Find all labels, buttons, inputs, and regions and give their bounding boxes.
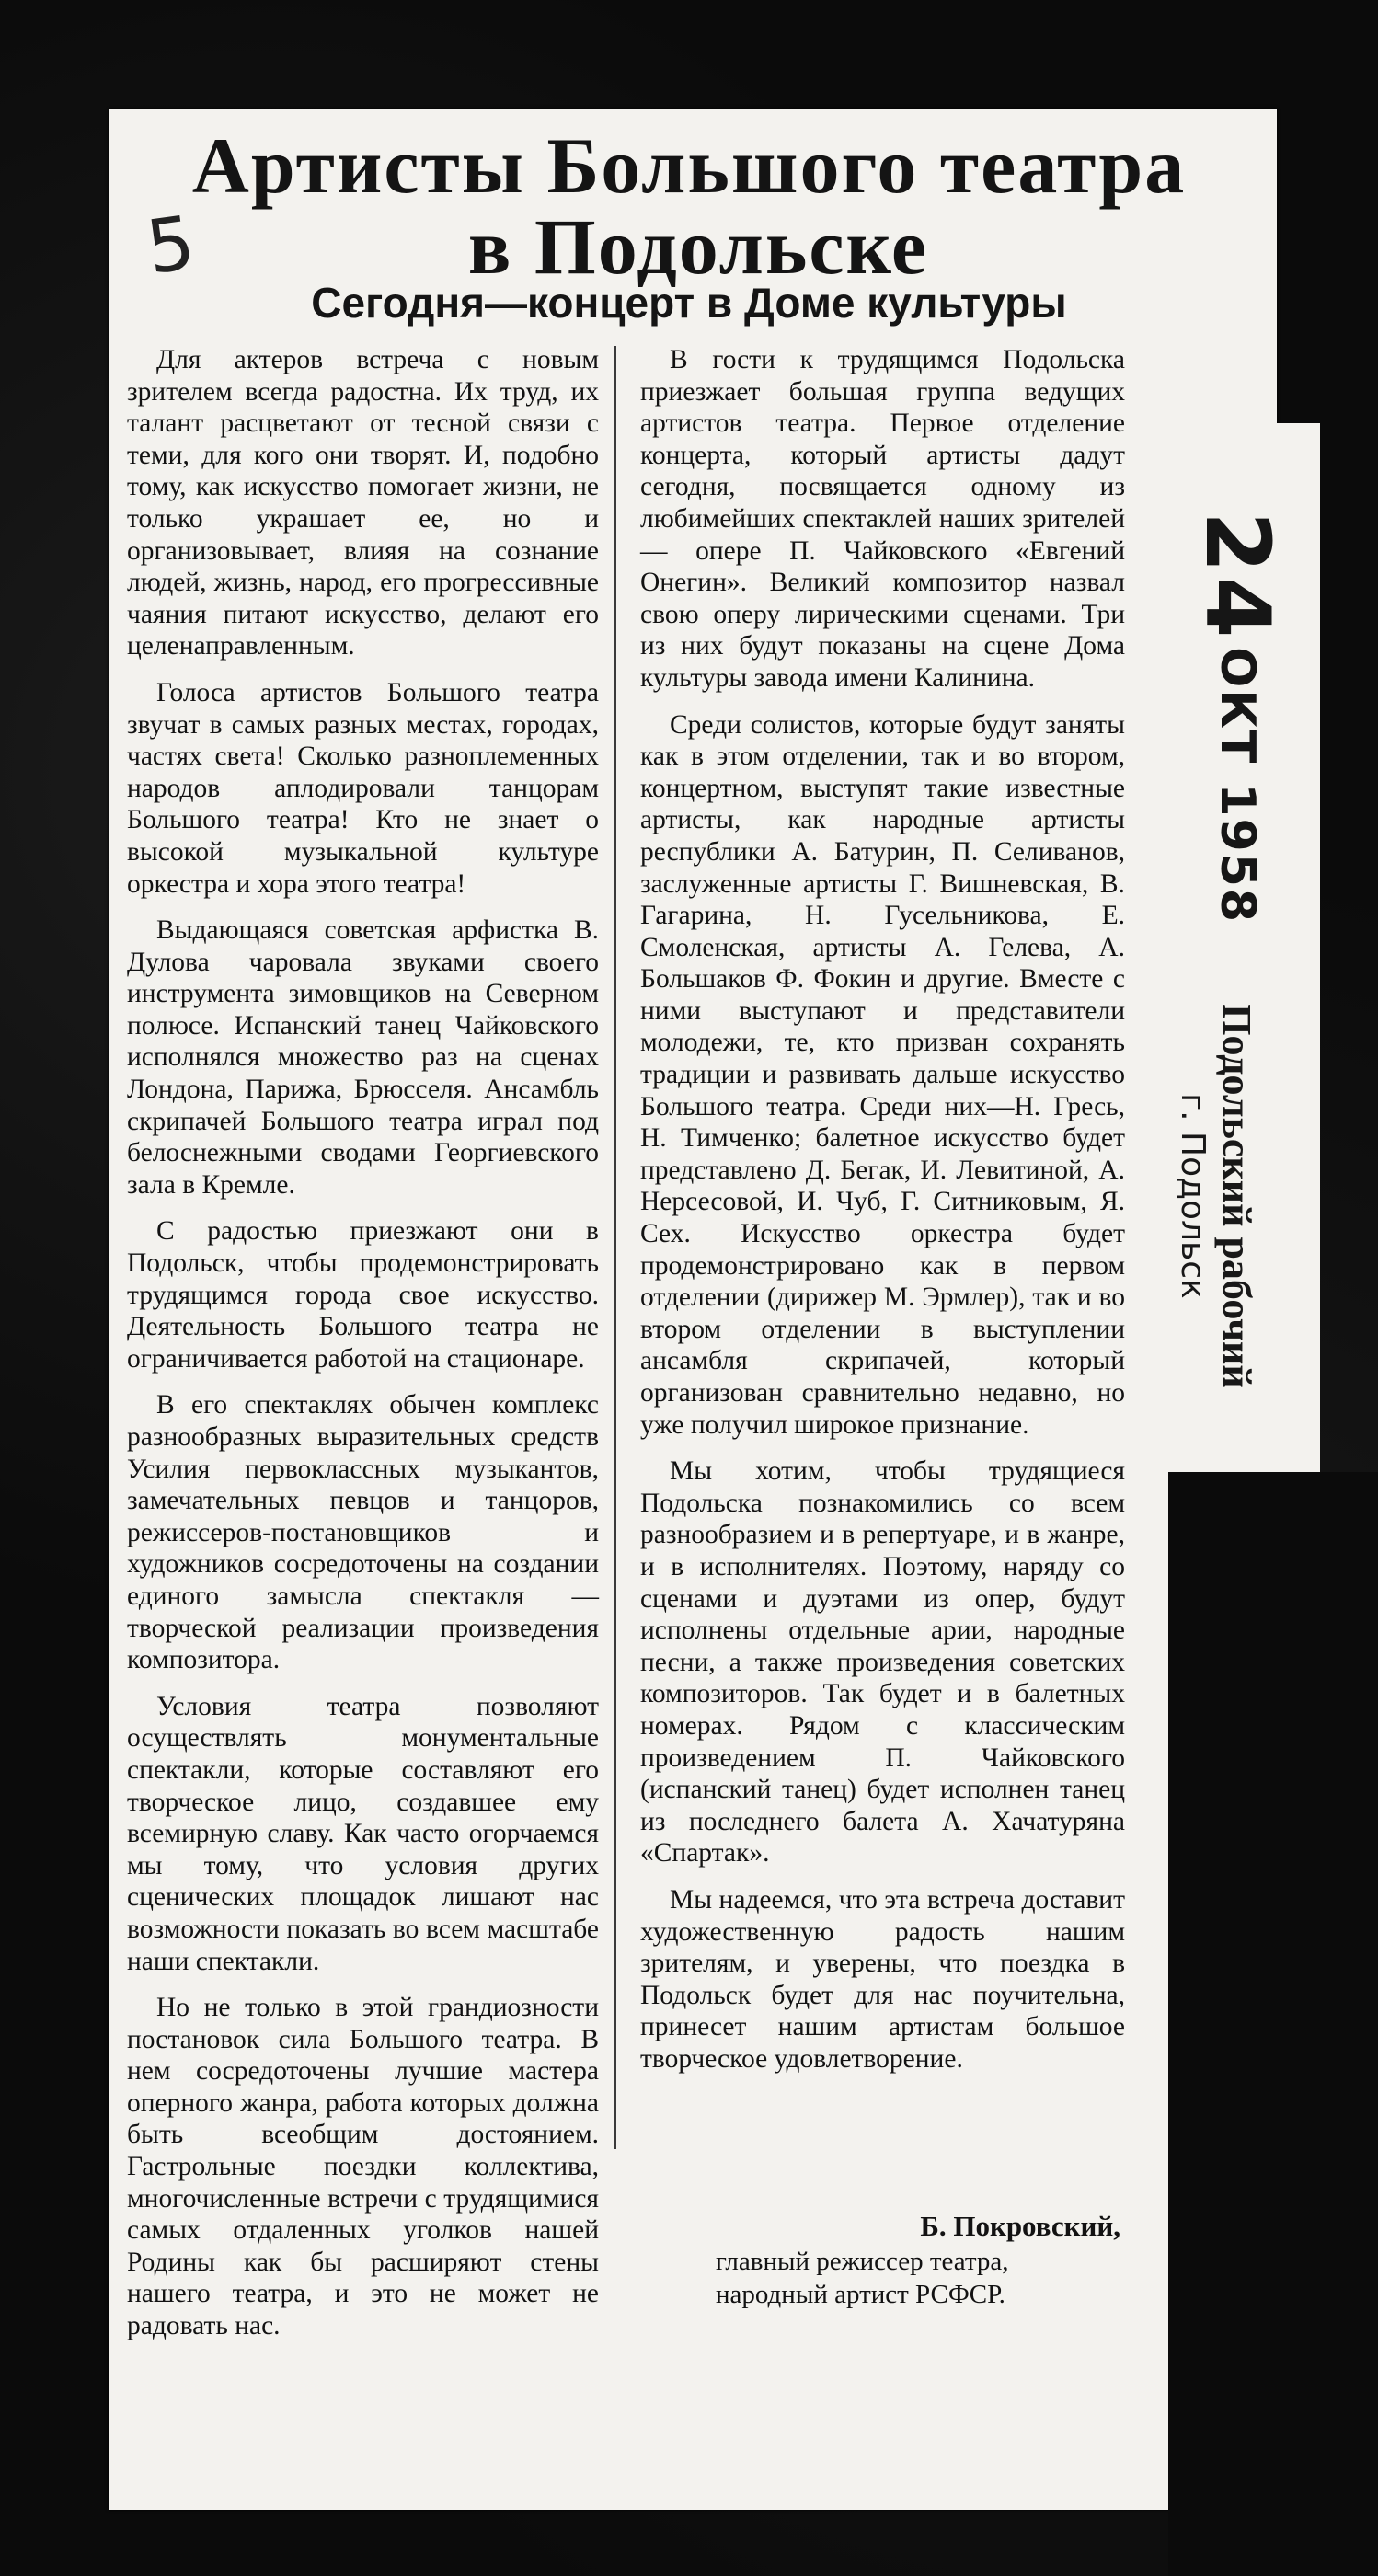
paragraph: С радостью приезжают они в Подольск, чтобы продемонстрировать трудящимся города свое искусство. Деятельность Большого театра не ограничивается работой на стационаре. — [127, 1216, 599, 1374]
author-signature — [716, 2208, 1120, 2311]
headline-line-1: Артисты Большого театра — [191, 121, 1187, 210]
column-divider — [614, 346, 616, 2149]
author-title-line-2: народный артист РСФСР. — [716, 2280, 1005, 2309]
handwritten-mark: 5 — [141, 199, 201, 292]
subheadline: Сегодня—концерт в Доме культуры — [311, 279, 1067, 327]
paragraph: Но не только в этой грандиозности постановок сила Большого театра. В нем сосредоточены лучшие мастера оперного жанра, работа которых должна быть всеобщим достоянием. Гастрольные поездки коллектива, многочисленные встречи с трудящимися самых отдаленных уголков нашей Родины как бы расширяют стены нашего театра, и это не может не радовать нас. — [127, 1993, 599, 2341]
paragraph: В его спектаклях обычен комплекс разнообразных выразительных средств Усилия первоклассных музыкантов, замечательных певцов и танцоров, режиссеров-постановщиков и художников сосредоточены на создании единого замысла спектакля — творческой реализации произведения композитора. — [127, 1390, 599, 1675]
source-newspaper: Подольский рабочий — [1214, 1004, 1259, 1388]
source-city: г. Подольск — [1174, 1093, 1211, 1299]
paragraph: Голоса артистов Большого театра звучат в самых разных местах, городах, частях света! Сколько разноплеменных народов аплодировали танцорам Большого театра! Кто не знает о высокой музыкальной культуре оркестра и хора этого театра! — [127, 677, 599, 899]
article-column-right — [640, 344, 1125, 2089]
scan-dark-area — [1168, 1472, 1378, 2576]
paragraph: Выдающаяся советская арфистка В. Дулова чаровала звуками своего инструмента зимовщиков на Северном полюсе. Испанский танец Чайковского исполнялся множество раз на сценах Лондона, Парижа, Брюсселя. Ансамбль скрипачей Большого театра играл под белоснежными сводами Георгиевского зала в Кремле. — [127, 915, 599, 1200]
paragraph: Среди солистов, которые будут заняты как в этом отделении, так и во втором, концертном, выступят такие известные артисты, как народные артисты республики А. Батурин, П. Селиванов, заслуженные артисты Г. Вишневская, В. Гагарина, Н. Гусельникова, Е. Смоленская, артисты А. Гелева, А. Большаков Ф. Фокин и другие. Вместе с ними выступают и представители молодежи, те, кто призван сохранять традиции и развивать дальше искусство Большого театра. Среди них—Н. Гресь, Н. Тимченко; балетное искусство будет представлено Д. Бегак, И. Левитиной, А. Нерсесовой, И. Чуб, Г. Ситниковым, Я. Сех. Искусство оркестра будет продемонстрировано как в первом отделении (дирижер М. Эрмлер), так и во втором отделении в выступлении ансамбля скрипачей, который организован сравнительно недавно, но уже получил широкое признание. — [640, 709, 1125, 1440]
author-name: Б. Покровский, — [920, 2210, 1120, 2242]
paragraph: Мы хотим, чтобы трудящиеся Подольска познакомились со всем разнообразием и в репертуаре, и в жанре, и в исполнителях. Поэтому, наряду со сценами и дуэтами из опер, будут исполнены отдельные арии, народные песни, а также произведения советских композиторов. Так будет и в балетных номерах. Рядом с классическим произведением П. Чайковского (испанский танец) будет исполнен танец из последнего балета А. Хачатуряна «Спартак». — [640, 1456, 1125, 1869]
paragraph: Для актеров встреча с новым зрителем всегда радостна. Их труд, их талант расцветают от тесной связи с теми, для кого они творят. И, подобно тому, как искусство помогает жизни, не только украшает ее, но и организовывает, влияя на сознание людей, жизнь, народ, его прогрессивные чаяния питают искусство, делают его целенаправленным. — [127, 345, 599, 661]
source-stamp — [1172, 1004, 1260, 1387]
date-stamp-month-year: ОКТ 1958 — [1210, 647, 1265, 925]
date-stamp — [1186, 512, 1289, 924]
paragraph: В гости к трудящимся Подольска приезжает большая группа ведущих артистов театра. Первое отделение концерта, который артисты дадут сегодня, посвящается одному из любимейших спектаклей наших зрителей — опере П. Чайковского «Евгений Онегин». Великий композитор назвал свою оперу лирическими сценами. Три из них будут показаны на сцене Дома культуры завода имени Калинина. — [640, 345, 1125, 693]
date-stamp-day: 24 — [1186, 511, 1289, 642]
headline-line-2: в Подольске — [467, 202, 929, 291]
article-column-left — [127, 344, 599, 2357]
author-title-line-1: главный режиссер театра, — [716, 2247, 1009, 2276]
paragraph: Условия театра позволяют осуществлять монументальные спектакли, которые составляют его творческое лицо, создавшее ему всемирную славу. Как часто огорчаемся мы тому, что условия других сценических площадок лишают нас возможности показать во всем масштабе наши спектакли. — [127, 1691, 599, 1976]
paragraph: Мы надеемся, что эта встреча доставит художественную радость нашим зрителям, и уверены, что поездка в Подольск будет для нас поучительна, принесет нашим артистам большое творческое удовлетворение. — [640, 1884, 1125, 2074]
